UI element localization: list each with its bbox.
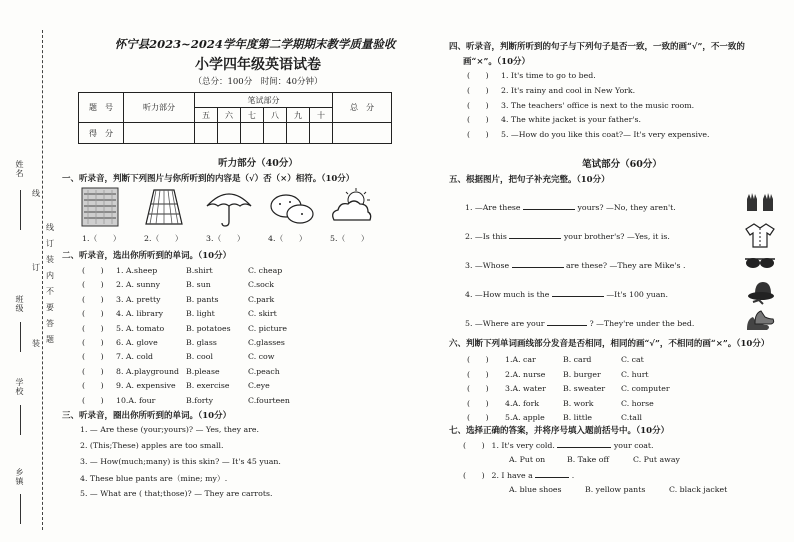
s2-option-b: B.forty [186,395,214,405]
s6-row [467,412,642,423]
s2-option-c: C. picture [248,323,287,333]
s2-option-c: C.peach [248,366,280,376]
s2-answer-paren[interactable]: ( ) [82,381,104,391]
s4-sentence: 4. The white jacket is your father's. [501,115,641,125]
s7-q2-tail: . [571,471,575,480]
s6-word-c: C. cat [621,355,644,364]
s5-item-5-a: 5. —Where are your [465,319,545,328]
section-3-title: 三、听录音，圈出你所听到的单词。（10分） [62,411,232,421]
s4-row [467,114,641,125]
s2-option-a: 2. A. sunny [116,280,160,290]
s7-q2-opt-a: A. blue shoes [509,485,562,494]
section-4-title-2: 画“×”。（10分） [463,57,530,67]
score-cell-9[interactable] [287,123,310,144]
s2-option-a: 7. A. cold [116,352,154,362]
s2-row [82,308,277,319]
score-col-7: 七 [241,108,264,123]
s5-blank-1[interactable] [523,209,575,210]
s2-row [82,265,282,276]
s2-option-c: C. skirt [248,309,277,319]
school-blank [20,405,21,435]
seal-char-7: 答 [46,319,54,328]
s4-sentence: 1. It's time to go to bed. [501,71,596,80]
s4-answer-paren[interactable]: ( ) [467,71,489,80]
section-4-title: 四、听录音，判断所听到的句子与下列句子是否一致，一致的画“√”，不一致的 [449,42,745,52]
s2-option-c: C.fourteen [248,395,290,405]
s7-q1-opt-b: B. Take off [567,455,609,464]
s2-option-b: B. sun [186,280,211,290]
score-table [78,92,392,144]
binding-dashed-line [42,30,43,530]
s7-q1-opt-c: C. Put away [633,455,680,464]
s3-item-5: 5. — What are ( that;those)? — They are carrots. [80,489,273,498]
gloves-icon [745,191,777,213]
seal-char-3: 装 [46,255,54,264]
s6-word-b: B. work [563,398,594,408]
s2-option-c: C.sock [248,280,274,290]
s5-item-1 [465,203,676,212]
s6-word-b: B. little [563,413,593,423]
score-col-8: 八 [264,108,287,123]
s2-option-b: B. pants [186,294,219,304]
s2-option-a: 1. A.sheep [116,266,158,275]
score-col-10: 十 [310,108,333,123]
umbrella-icon [204,188,254,228]
s6-answer-paren[interactable]: ( ) [467,355,489,364]
s5-item-2 [465,232,670,241]
s7-q2-text: 2. I have a [491,471,533,480]
s2-row [82,279,274,290]
s2-answer-paren[interactable]: ( ) [82,294,104,304]
s7-answer-2[interactable]: ( ) [463,471,485,480]
s2-option-a: 4. A. library [116,309,163,319]
s6-row [467,369,649,380]
s2-row [82,395,290,406]
s5-blank-5[interactable] [547,325,587,326]
s7-question-2 [463,470,574,481]
s4-sentence: 5. —How do you like this coat?— It's very expensive. [501,130,710,140]
score-col-6: 六 [218,108,241,123]
s2-row [82,351,274,362]
s2-option-b: B. cool [186,352,213,362]
section-5-title: 五、根据图片，把句子补充完整。（10分） [449,175,610,185]
s6-answer-paren[interactable]: ( ) [467,384,489,394]
s2-row [82,380,270,391]
sunglasses-icon [743,256,777,270]
s2-option-c: C.glasses [248,338,285,347]
s6-word-a: 3.A. water [505,384,546,394]
s2-option-b: B. exercise [186,381,230,391]
s5-item-4-a: 4. —How much is the [465,290,550,299]
s2-answer-paren[interactable]: ( ) [82,338,104,347]
s4-row [467,100,694,111]
exam-title: 怀宁县2023~2024学年度第二学期期末教学质量验收 [114,37,396,51]
s2-option-b: B.shirt [186,266,213,275]
s3-item-4: 4. These blue pants are（mine; my）. [80,474,228,483]
s6-word-a: 4.A. fork [505,398,540,408]
score-row-label: 得 分 [79,123,124,144]
s6-answer-paren[interactable]: ( ) [467,398,489,408]
score-cell-6[interactable] [218,123,241,144]
s7-q2-opt-c: C. black jacket [669,485,728,494]
s6-word-c: C. computer [621,384,670,394]
s2-answer-paren[interactable]: ( ) [82,395,104,405]
s2-option-c: C.park [248,294,275,304]
s2-option-b: B. glass [186,338,217,347]
s2-answer-paren[interactable]: ( ) [82,309,104,319]
seal-char-1: 线 [46,223,54,232]
s6-word-c: C. horse [621,398,654,408]
s1-answer-1[interactable]: 1.（ ） [82,234,121,243]
s2-answer-paren[interactable]: ( ) [82,280,104,290]
s1-answer-5[interactable]: 5.（ ） [330,234,369,243]
s6-word-c: C. hurt [621,369,649,379]
s4-answer-paren[interactable]: ( ) [467,100,489,110]
seal-char-5: 不 [46,287,54,296]
s2-row [82,337,285,348]
s2-option-a: 3. A. pretty [116,294,161,304]
section-7-title: 七、选择正确的答案，并将序号填入题前括号中。（10分） [449,426,670,436]
s6-word-a: 1.A. car [505,355,536,364]
s2-option-a: 6. A. glove [116,338,158,347]
s7-answer-1[interactable]: ( ) [463,441,485,450]
town-blank [20,494,21,524]
s7-q2-blank [535,477,569,478]
s2-option-b: B. light [186,309,215,319]
score-col-question: 题 号 [79,93,124,123]
left-column [58,0,430,542]
score-col-listening: 听力部分 [124,93,195,123]
s1-answer-3[interactable]: 3.（ ） [206,234,245,243]
s2-answer-paren[interactable]: ( ) [82,366,104,376]
line-word-3: 装 [32,339,40,348]
s5-item-3 [465,261,685,270]
s5-item-2-b: your brother's? —Yes, it is. [563,232,670,241]
s3-item-1: 1. — Are these (your;yours)? — Yes, they are. [80,425,260,434]
exam-subtitle: 小学四年级英语试卷 [195,57,321,73]
s2-option-b: B.please [186,366,220,376]
s6-row [467,354,644,365]
seal-char-4: 内 [46,271,54,280]
s5-item-3-a: 3. —Whose [465,261,510,270]
s3-item-3: 3. — How(much;many) is this skin? — It's 45 yuan. [80,457,281,466]
s4-row [467,70,596,81]
s2-answer-paren[interactable]: ( ) [82,266,104,275]
s6-word-b: B. sweater [563,384,606,394]
score-cell-7[interactable] [241,123,264,144]
score-cell-10[interactable] [310,123,333,144]
s6-row [467,383,670,394]
s2-option-c: C. cheap [248,266,283,275]
s7-q2-opt-b: B. yellow pants [585,485,646,494]
score-cell-8[interactable] [264,123,287,144]
s1-answer-4[interactable]: 4.（ ） [268,234,307,243]
school-label: 学校 [15,378,24,396]
shirt-icon [745,222,775,248]
score-cell-total[interactable] [333,123,392,144]
s5-item-5 [465,319,694,328]
s6-word-b: B. card [563,355,592,364]
score-col-9: 九 [287,108,310,123]
s6-word-a: 2.A. nurse [505,369,546,379]
s5-item-2-a: 2. —Is this [465,232,507,241]
s2-answer-paren[interactable]: ( ) [82,352,104,362]
s7-q1-tail: your coat. [613,441,654,450]
score-col-written: 笔试部分 [195,93,333,108]
s2-row [82,294,274,305]
listening-heading: 听力部分（40分） [218,158,298,169]
s5-item-5-b: ? —They're under the bed. [589,319,695,328]
s5-item-1-b: yours? —No, they aren't. [577,203,676,212]
s4-row [467,129,709,140]
line-word-1: 线 [32,189,40,198]
skirt-icon [142,186,186,228]
s4-sentence: 2. It's rainy and cool in New York. [501,85,636,95]
s6-row [467,398,654,409]
s5-item-4-b: —It's 100 yuan. [606,290,668,299]
s3-item-2: 2. (This;These) apples are too small. [80,441,224,450]
section-6-title: 六、判断下列单词画线部分发音是否相同，相同的画“√”，不相同的画“×”。（10分） [449,339,770,349]
s4-sentence: 3. The teachers' office is next to the music room. [501,100,695,110]
s7-q1-blank [557,447,611,448]
s5-blank-3[interactable] [512,267,564,268]
s2-option-a: 5. A. tomato [116,323,165,333]
s6-answer-paren[interactable]: ( ) [467,413,489,423]
s1-answer-2[interactable]: 2.（ ） [144,234,183,243]
s4-answer-paren[interactable]: ( ) [467,115,489,125]
section-1-title: 一、听录音，判断下列图片与你所听到的内容是（√）否（×）相符。（10分） [62,174,355,184]
s5-item-4 [465,290,668,299]
seal-char-8: 题 [46,335,54,344]
line-word-2: 订 [32,263,40,272]
s2-option-c: C.eye [248,381,270,391]
class-blank [20,322,21,352]
s2-option-c: C. cow [248,352,275,362]
written-heading: 笔试部分（60分） [582,159,662,170]
shoes-icon [745,309,775,335]
class-label: 班级 [15,295,24,313]
binding-margin [0,0,58,542]
potatoes-icon [268,190,316,226]
score-cell-5[interactable] [195,123,218,144]
name-blank [20,190,21,230]
right-column [437,0,787,542]
name-label: 姓名 [15,160,24,178]
section-2-title: 二、听录音，选出你所听到的单词。（10分） [62,251,232,261]
s2-row [82,323,287,334]
s2-option-a: 9. A. expensive [116,381,176,391]
s7-q1-text: 1. It's very cold. [491,441,555,450]
s6-word-a: 5.A. apple [505,413,545,423]
s5-blank-2[interactable] [509,238,561,239]
s2-answer-paren[interactable]: ( ) [82,323,104,333]
seal-char-6: 要 [46,303,54,312]
s2-option-a: 10.A. four [116,395,156,405]
s5-item-1-a: 1. —Are these [465,203,521,212]
s4-row [467,85,635,96]
town-label: 乡镇 [15,468,24,486]
score-col-total: 总 分 [333,93,392,123]
s7-q1-opt-a: A. Put on [509,455,546,464]
exam-info: （总分：100分 时间：40分钟） [193,77,323,87]
score-cell-listening[interactable] [124,123,195,144]
sweater-photo-icon [80,186,120,228]
seal-char-2: 订 [46,239,54,248]
s4-answer-paren[interactable]: ( ) [467,130,489,140]
cloudy-sun-icon [328,186,374,228]
s6-word-b: B. burger [563,369,601,379]
s2-option-b: B. potatoes [186,323,231,333]
score-col-5: 五 [195,108,218,123]
s5-item-3-b: are these? —They are Mike's . [566,261,686,270]
s5-blank-4[interactable] [552,296,604,297]
s2-row [82,366,280,377]
s7-question-1 [463,440,654,451]
s6-word-c: C.tall [621,413,642,423]
s2-option-a: 8. A.playground [116,366,180,376]
s6-answer-paren[interactable]: ( ) [467,369,489,379]
s4-answer-paren[interactable]: ( ) [467,85,489,95]
hat-icon [747,280,775,306]
